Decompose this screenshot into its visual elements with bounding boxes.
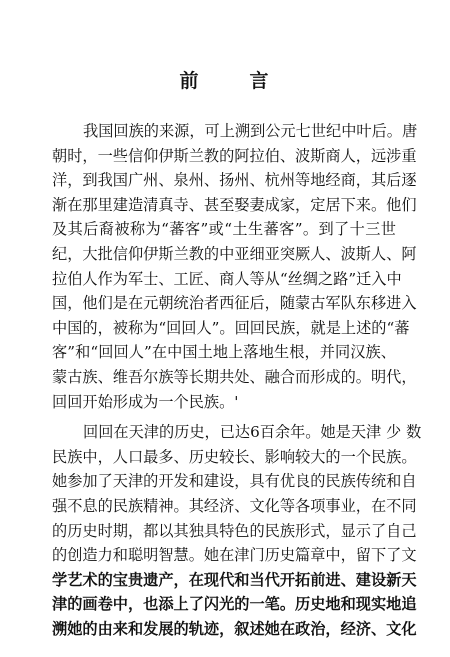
- text-line: 民族中，人口最多、历史较长、影响较大的一个民族。: [52, 447, 417, 466]
- page-title: 前 言: [179, 70, 285, 92]
- paragraph-2: [52, 420, 422, 641]
- preface-body: [52, 119, 422, 641]
- paragraph-1: [52, 119, 418, 414]
- text-line: 中国的，被称为“回回人”。回回民族，就是上述的“蕃: [52, 318, 410, 337]
- text-line: 我国回族的来源，可上溯到公元七世纪中叶后。唐: [83, 122, 418, 140]
- text-line: 及其后裔被称为“蕃客”或“土生蕃客”。到了十三世: [52, 220, 396, 239]
- text-line: 溯她的由来和发展的轨迹，叙述她在政治，经济、文化: [52, 619, 417, 638]
- text-line: 拉伯人作为军士、工匠、商人等从“丝绸之路”迁入中: [52, 269, 402, 288]
- text-line: 纪，大批信仰伊斯兰教的中亚细亚突厥人、波斯人、阿: [52, 244, 417, 263]
- text-line: 学艺术的宝贵遗产，在现代和当代开拓前进、建设新天: [52, 570, 417, 589]
- text-line: 回回在天津的历史，已达6百余年。她是天津 少 数: [83, 423, 422, 442]
- text-line: 回回开始形成为一个民族。': [52, 392, 239, 411]
- text-line: 津的画卷中，也添上了闪光的一笔。历史地和现实地追: [52, 595, 417, 614]
- text-line: 渐在那里建造清真寺、甚至娶妻成家，定居下来。他们: [52, 195, 417, 214]
- text-line: 国，他们是在元朝统治者西征后，随蒙古军队东移进入: [52, 294, 417, 313]
- text-line: 蒙古族、维吾尔族等长期共处、融合而形成的。明代，: [52, 367, 417, 386]
- text-line: 洋，到我国广州、泉州、扬州、杭州等地经商，其后逐: [52, 171, 417, 190]
- text-line: 她参加了天津的开发和建设，具有优良的民族传统和自: [52, 472, 417, 491]
- text-line: 的历史时期，都以其独具特色的民族形式，显示了自己: [52, 521, 417, 540]
- text-line: 强不息的民族精神。其经济、文化等各项事业，在不同: [52, 496, 417, 515]
- text-line: 客”和“回回人”在中国土地上落地生根，并同汉族、: [52, 343, 396, 362]
- text-line: 朝时，一些信仰伊斯兰教的阿拉伯、波斯商人，远涉重: [52, 146, 417, 165]
- text-line: 的创造力和聪明智慧。她在津门历史篇章中，留下了文: [52, 546, 417, 565]
